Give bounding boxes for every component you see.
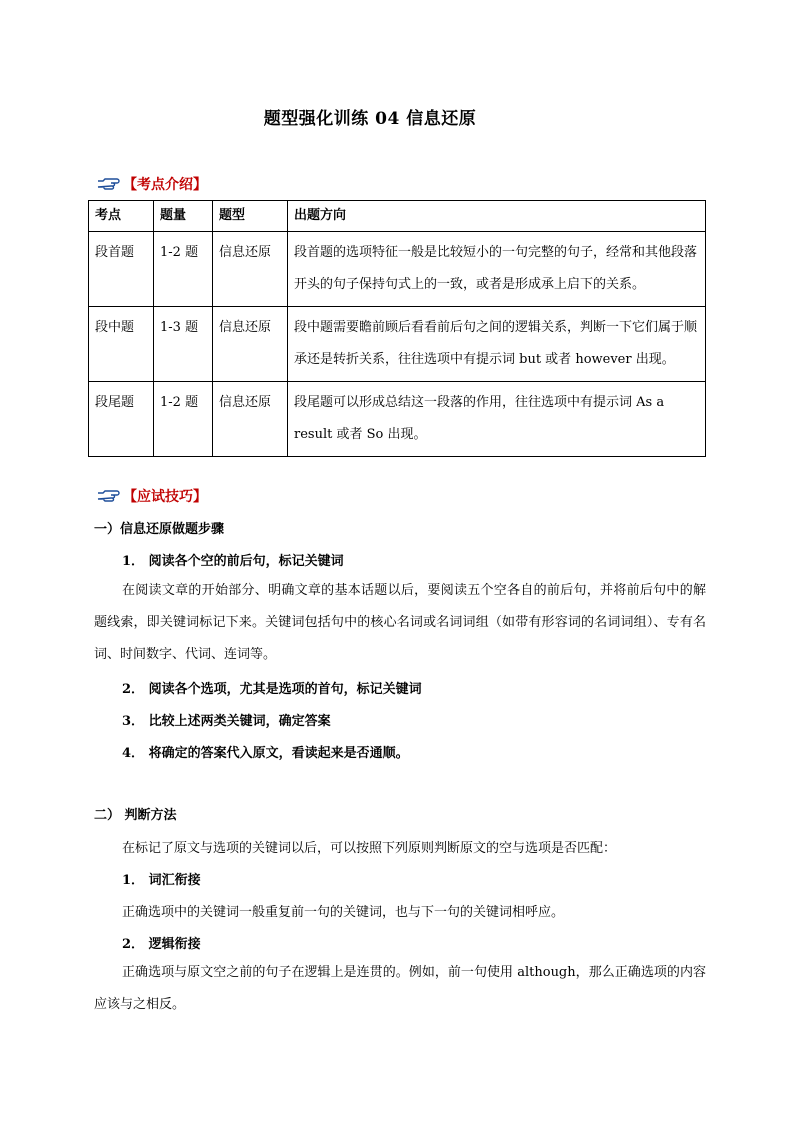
method-2-paragraph: 正确选项与原文空之前的句子在逻辑上是连贯的。例如，前一句使用 although，那么正确选项的内容应该与之相反。 bbox=[94, 965, 706, 1012]
table-cell: 信息还原 bbox=[213, 382, 288, 457]
table-cell: 段首题的选项特征一般是比较短小的一句完整的句子，经常和其他段落开头的句子保持句式上的一致，或者是形成承上启下的关系。 bbox=[288, 232, 706, 307]
table-row bbox=[89, 382, 706, 457]
step-1-paragraph: 在阅读文章的开始部分、明确文章的基本话题以后，要阅读五个空各自的前后句，并将前后句中的解题线索，即关键词标记下来。关键词包括句中的核心名词或名词词组（如带有形容词的名词词组）、专有名词、时间数字、代词、连词等。 bbox=[94, 583, 706, 662]
part2-intro: 在标记了原文与选项的关键词以后，可以按照下列原则判断原文的空与选项是否匹配： bbox=[122, 841, 617, 856]
header-cell-kaodian: 考点 bbox=[89, 201, 154, 232]
table-cell: 段尾题 bbox=[89, 382, 154, 457]
pointing-hand-icon bbox=[97, 489, 121, 503]
table-cell: 1-2 题 bbox=[154, 382, 213, 457]
table-row bbox=[89, 307, 706, 382]
step-3: 3． 比较上述两类关键词，确定答案 bbox=[122, 714, 331, 729]
method-1: 1． 词汇衔接 bbox=[122, 873, 201, 888]
table-cell: 段首题 bbox=[89, 232, 154, 307]
header-cell-type: 题型 bbox=[213, 201, 288, 232]
pointing-hand-icon bbox=[97, 177, 121, 191]
table-cell: 段尾题可以形成总结这一段落的作用，往往选项中有提示词 As a result 或者 So 出现。 bbox=[288, 382, 706, 457]
section-tips-heading bbox=[97, 486, 207, 506]
table-cell: 段中题需要瞻前顾后看看前后句之间的逻辑关系，判断一下它们属于顺承还是转折关系，往往选项中有提示词 but 或者 however 出现。 bbox=[288, 307, 706, 382]
section-intro-heading bbox=[97, 174, 207, 194]
section-intro-label: 【考点介绍】 bbox=[123, 177, 207, 193]
header-cell-count: 题量 bbox=[154, 201, 213, 232]
table-header-row bbox=[89, 201, 706, 232]
table-cell: 信息还原 bbox=[213, 232, 288, 307]
table-cell: 信息还原 bbox=[213, 307, 288, 382]
step-4: 4． 将确定的答案代入原文，看读起来是否通顺。 bbox=[122, 746, 409, 761]
part2-heading: 二） 判断方法 bbox=[94, 808, 177, 823]
method-1-paragraph: 正确选项中的关键词一般重复前一句的关键词，也与下一句的关键词相呼应。 bbox=[122, 905, 565, 920]
step-1: 1． 阅读各个空的前后句，标记关键词 bbox=[122, 554, 344, 569]
header-cell-direction: 出题方向 bbox=[288, 201, 706, 232]
part1-heading: 一）信息还原做题步骤 bbox=[94, 522, 225, 537]
step-2: 2． 阅读各个选项，尤其是选项的首句，标记关键词 bbox=[122, 682, 422, 697]
table-cell: 1-3 题 bbox=[154, 307, 213, 382]
table-cell: 1-2 题 bbox=[154, 232, 213, 307]
section-tips-label: 【应试技巧】 bbox=[123, 489, 207, 505]
intro-table bbox=[88, 200, 706, 457]
method-2: 2． 逻辑衔接 bbox=[122, 937, 201, 952]
page-title: 题型强化训练 04 信息还原 bbox=[263, 109, 477, 129]
table-cell: 段中题 bbox=[89, 307, 154, 382]
table-row bbox=[89, 232, 706, 307]
